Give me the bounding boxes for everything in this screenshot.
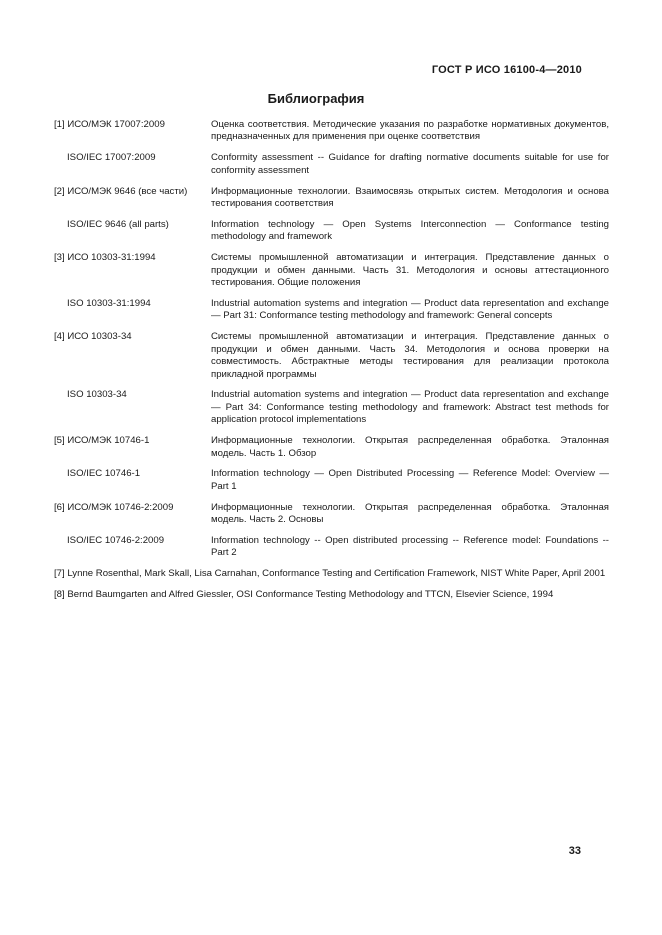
- bibliography-entry-full: [8] Bernd Baumgarten and Alfred Giessler, OSI Conformance Testing Methodology and TTCN, Elsevier Science, 1994: [54, 589, 554, 601]
- entry-reference: [3] ИСО 10303-31:1994: [54, 252, 156, 264]
- entry-description: Информационные технологии. Открытая распределенная обработка. Эталонная модель. Часть 2. Основы: [211, 501, 609, 526]
- entry-description: Industrial automation systems and integration — Product data representation and exchange — Part 34: Conformance testing methodology and framework: Abstract test methods for application protocol implementations: [211, 389, 609, 426]
- page-number: 33: [568, 845, 581, 857]
- entry-reference: ISO 10303-34: [67, 389, 127, 401]
- entry-reference: ISO/IEC 17007:2009: [67, 152, 156, 164]
- entry-description: Information technology — Open Systems Interconnection — Conformance testing methodology and framework: [211, 218, 609, 243]
- bibliography-entry: [54, 435, 609, 460]
- bibliography-entry: [54, 219, 609, 244]
- entry-description: Системы промышленной автоматизации и интеграция. Представление данных о продукции и обмен данными. Часть 31. Методология и основы аттестационного тестирования. Общие положения: [211, 252, 609, 289]
- entry-reference: ISO 10303-31:1994: [67, 297, 151, 309]
- entry-reference: ISO/IEC 10746-1: [67, 468, 141, 480]
- entry-reference: [4] ИСО 10303-34: [54, 331, 132, 343]
- entry-description: Information technology -- Open distributed processing -- Reference model: Foundations -- Part 2: [211, 535, 609, 559]
- entry-reference: [1] ИСО/МЭК 17007:2009: [54, 119, 165, 130]
- bibliography-entry: [54, 535, 609, 560]
- bibliography-list: [54, 119, 609, 610]
- bibliography-entry: [54, 468, 609, 493]
- bibliography-entry: [54, 119, 609, 144]
- entry-description: Информационные технологии. Взаимосвязь открытых систем. Методология и основа тестирования соответствия: [211, 185, 609, 210]
- entry-description: Information technology — Open Distributed Processing — Reference Model: Overview — Part 1: [211, 468, 609, 492]
- entry-reference: [5] ИСО/МЭК 10746-1: [54, 435, 150, 447]
- bibliography-entry: [54, 252, 609, 289]
- entry-description: Информационные технологии. Открытая распределенная обработка. Эталонная модель. Часть 1. Обзор: [211, 435, 609, 459]
- bibliography-entry: [54, 298, 609, 323]
- standard-code-header: ГОСТ Р ИСО 16100-4—2010: [431, 64, 582, 76]
- bibliography-entry: [54, 389, 609, 426]
- bibliography-entry: [54, 152, 609, 177]
- bibliography-entry-full: [7] Lynne Rosenthal, Mark Skall, Lisa Carnahan, Conformance Testing and Certification Framework, NIST White Paper, April 2001: [54, 568, 606, 580]
- bibliography-entry: [54, 502, 609, 527]
- bibliography-entry: [54, 331, 609, 381]
- entry-reference: ISO/IEC 9646 (all parts): [67, 218, 169, 230]
- entry-description: Оценка соответствия. Методические указания по разработке нормативных документов, предназначенных для применения при оценке соответствия: [211, 119, 609, 143]
- entry-reference: [2] ИСО/МЭК 9646 (все части): [54, 185, 188, 197]
- entry-description: Conformity assessment -- Guidance for drafting normative documents suitable for use for conformity assessment: [211, 152, 609, 176]
- entry-reference: [6] ИСО/МЭК 10746-2:2009: [54, 501, 174, 513]
- entry-description: Industrial automation systems and integration — Product data representation and exchange — Part 31: Conformance testing methodology and framework: General concepts: [211, 297, 609, 322]
- entry-description: Системы промышленной автоматизации и интеграция. Представление данных о продукции и обмен данными. Часть 34. Методология и основа проверки на совместимость. Абстрактные методы тестирования для реализации протокола прикладной программы: [211, 331, 609, 380]
- page-title: Библиография: [267, 91, 365, 106]
- entry-reference: ISO/IEC 10746-2:2009: [67, 535, 165, 547]
- bibliography-entry: [54, 186, 609, 211]
